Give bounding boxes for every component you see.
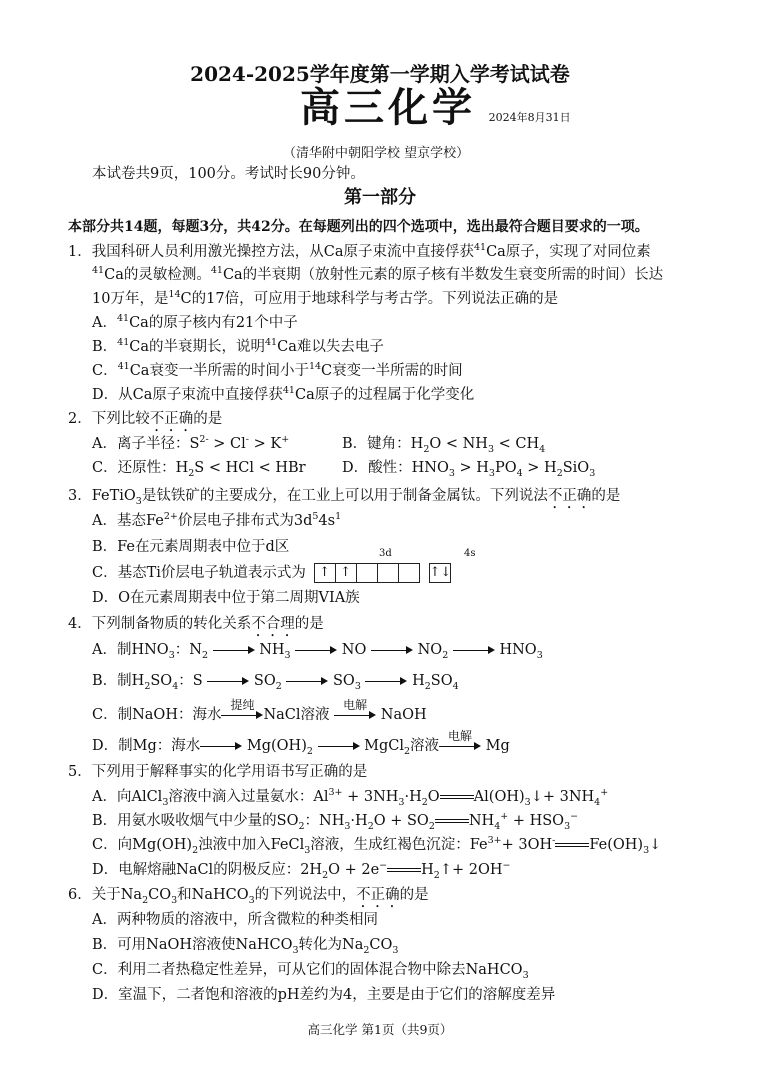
question-5-option-b[interactable]: B．用氨水吸收烟气中少量的$SO_2$：$NH_3\cdot H_2O + SO_2$ $NH_4^+ + HSO_3^-$ [92, 811, 579, 832]
question-6-option-c[interactable]: C．利用二者热稳定性差异，可从它们的固体混合物中除去NaHCO$_3$ [92, 962, 529, 981]
question-1-stem-2: $^{41}$Ca的灵敏检测。$^{41}$Ca的半衰期（放射性元素的原子核有半数发生衰变所需的时间）长达 [92, 265, 664, 283]
arrow-label-electrolysis-d: 电解 [448, 729, 473, 743]
question-4-option-b[interactable]: B．制$H_2SO_4$：S $SO_2$ $SO_3$ $H_2SO_4$ [92, 673, 459, 692]
question-5-option-a[interactable]: A．向AlCl$_3$溶液中滴入过量氨水：$Al^{3+} + 3NH_3\cdot H_2O$ $Al(OH)_3↓+ 3NH_4^+$ [92, 787, 609, 808]
subject-title-row [300, 85, 571, 148]
question-1-stem-3: 10万年，是$^{14}$C的17倍，可应用于地球科学与考古学。下列说法正确的是 [92, 289, 559, 307]
question-2-option-d[interactable]: D．酸性：$HNO_3 > H_3PO_4 > H_2SiO_3$ [342, 460, 596, 479]
question-2-option-c[interactable]: C．还原性：$H_2S$ < HCl < HBr [92, 460, 306, 479]
question-2-stem: 2．下列比较不正确的是 [68, 411, 223, 427]
question-1-option-c[interactable]: C．$^{41}$Ca衰变一半所需的时间小于$^{14}$C衰变一半所需的时间 [92, 361, 463, 379]
question-6-option-a[interactable]: A．两种物质的溶液中，所含微粒的种类相同 [92, 912, 378, 928]
school-names: （清华附中朝阳学校 望京学校） [283, 146, 470, 161]
subject-title: 高三化学 [300, 85, 476, 131]
orbital-4s-label: 4s [464, 548, 476, 559]
question-3-stem: 3．FeTiO$_3$是钛铁矿的主要成分，在工业上可以用于制备金属钛。下列说法不正确的是 [68, 488, 621, 507]
exam-info: 本试卷共9页，100分。考试时长90分钟。 [92, 166, 365, 182]
exam-date: 2024年8月31日 [488, 111, 571, 124]
question-1-option-a[interactable]: A．$^{41}$Ca的原子核内有21个中子 [92, 313, 298, 331]
section-instructions: 本部分共14题，每题3分，共42分。在每题列出的四个选项中，选出最符合题目要求的一项。 [68, 219, 649, 235]
section-title: 第一部分 [344, 187, 416, 208]
question-3-option-a[interactable]: A．基态$Fe^{2+}$价层电子排布式为$3d^54s^1$ [92, 511, 342, 529]
question-5-option-d[interactable]: D．电解熔融NaCl的阴极反应：$2H_2O + 2e^-$ $H_2↑+ 2OH^-$ [92, 860, 511, 881]
orbital-4s-box: ↑↓ [430, 563, 451, 583]
question-2-option-b[interactable]: B．键角：$H_2O < NH_3 < CH_4$ [342, 436, 546, 455]
question-5-option-c[interactable]: C．向$Mg(OH)_2$浊液中加入FeCl$_3$溶液，生成红褐色沉淀：$Fe^{3+}+ 3OH^-$ $Fe(OH)_3↓$ [92, 835, 662, 856]
arrow-label-purify: 提纯 [230, 698, 255, 712]
page-footer: 高三化学 第1页（共9页） [307, 1022, 453, 1037]
orbital-3d-boxes: ↑ ↑ [315, 563, 420, 583]
question-6-stem: 6．关于$Na_2CO_3$和NaHCO$_3$的下列说法中，不正确的是 [68, 887, 429, 906]
question-4-option-a[interactable]: A．制$HNO_3$：$N_2$ $NH_3$ NO $NO_2$ $HNO_3$ [92, 642, 543, 661]
arrow-label-electrolysis-c: 电解 [343, 698, 368, 712]
question-5-stem: 5．下列用于解释事实的化学用语书写正确的是 [68, 764, 368, 780]
question-6-option-b[interactable]: B．可用NaOH溶液使NaHCO$_3$转化为$Na_2CO_3$ [92, 937, 399, 956]
question-1-option-b[interactable]: B．$^{41}$Ca的半衰期长，说明$^{41}$Ca难以失去电子 [92, 337, 384, 355]
question-3-option-b[interactable]: B．Fe在元素周期表中位于d区 [92, 539, 290, 555]
question-3-option-d[interactable]: D．O在元素周期表中位于第二周期VIA族 [92, 590, 360, 606]
question-4-stem: 4．下列制备物质的转化关系不合理的是 [68, 616, 324, 632]
question-3-option-c[interactable]: C．基态Ti价层电子轨道表示式为 ↑ ↑ ↑↓ [92, 565, 452, 581]
question-4-option-c[interactable]: C．制NaOH：海水 提纯 NaCl溶液 电解 NaOH [92, 705, 427, 725]
exam-title: 2024-2025学年度第一学期入学考试试卷 [190, 62, 570, 86]
question-6-option-d[interactable]: D．室温下，二者饱和溶液的pH差约为4，主要是由于它们的溶解度差异 [92, 987, 556, 1003]
question-1-option-d[interactable]: D．从Ca原子束流中直接俘获$^{41}$Ca原子的过程属于化学变化 [92, 385, 475, 403]
question-4-option-d[interactable]: D．制Mg：海水 $Mg(OH)_2$ MgCl$_2$溶液 电解 Mg [92, 736, 510, 756]
question-2-option-a[interactable]: A．离子半径：$S^{2-} > Cl^- > K^+$ [92, 434, 290, 452]
question-1-stem: 1．我国科研人员利用激光操控方法，从Ca原子束流中直接俘获$^{41}$Ca原子，实现了对同位素 [68, 242, 651, 260]
orbital-3d-label: 3d [379, 548, 392, 559]
